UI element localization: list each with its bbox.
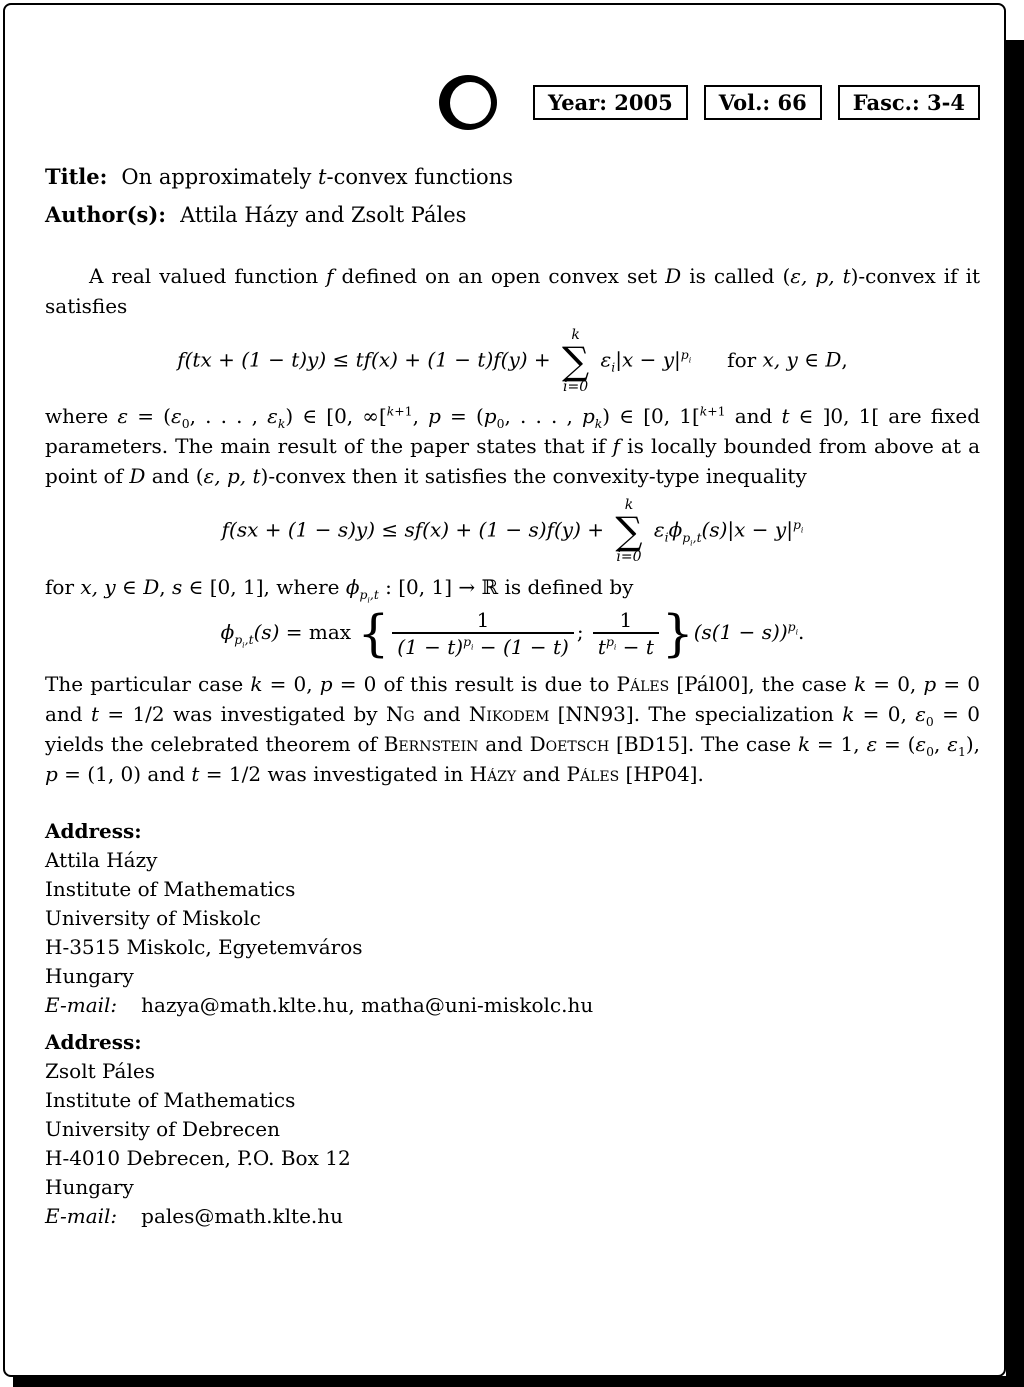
abstract-domain-line: for x, y ∈ D, s ∈ [0, 1], where $\phi_{p_i,t}$ : [0, 1] → ℝ is defined by — [45, 574, 634, 605]
title-text: On approximately t-convex functions — [121, 165, 514, 189]
address-line: H-4010 Debrecen, P.O. Box 12 — [45, 1145, 351, 1170]
title-label: Title: — [45, 164, 108, 189]
email-text: hazya@math.klte.hu, matha@uni-miskolc.hu — [141, 992, 594, 1017]
address-line: Institute of Mathematics — [45, 876, 296, 901]
page-shadow-bottom — [13, 1376, 1024, 1387]
address-line: Institute of Mathematics — [45, 1087, 296, 1112]
address-line: H-3515 Miskolc, Egyetemváros — [45, 934, 363, 959]
header — [45, 75, 980, 130]
address-line: Zsolt Páles — [45, 1058, 155, 1083]
crescent-moon-logo-icon — [439, 75, 497, 130]
email-row — [45, 1202, 980, 1231]
formula-2: f(sx + (1 − s)y) ≤ sf(x) + (1 − s)f(y) + k ∑ i=0 $\varepsilon_i\phi_{p_i,t}(s)|x - y|^{p_i}$ — [221, 497, 804, 566]
abstract-paragraph-1: A real valued function f defined on an open convex set D is called (ε, p, t)-convex if it satisfies — [45, 264, 980, 318]
issue-badges — [533, 85, 980, 120]
authors-text: Attila Házy and Zsolt Páles — [180, 203, 467, 227]
address-block-1 — [45, 817, 980, 1020]
abstract-paragraph-3: The particular case k = 0, p = 0 of this result is due to Páles [Pál00], the case k = 0, p = 0 and t = 1/2 was investigated by Ng and Nikodem [NN93]. The specialization k = 0, $\varepsilon_0 = 0$ yields the celebrated theorem of Bernstein and Doetsch [BD15]. The case k = 1, $\varepsilon = (\varepsilon_0$, $\varepsilon_1$), p = (1, 0) and t = 1/2 was investigated in Házy and Páles [HP04]. — [45, 671, 980, 786]
address-line: Attila Házy — [45, 847, 158, 872]
authors-label: Author(s): — [45, 202, 167, 227]
formula-1: f(tx + (1 − t)y) ≤ tf(x) + (1 − t)f(y) + k ∑ i=0 $\varepsilon_i|x - y|^{p_i}$ for x, y ∈ D, — [177, 327, 848, 396]
page-shadow-right — [1006, 40, 1024, 1380]
fascicle-badge: Fasc.: 3-4 — [838, 85, 980, 120]
author-row — [45, 202, 980, 227]
address-label: Address: — [45, 1029, 142, 1054]
email-row — [45, 991, 980, 1020]
address-block-2 — [45, 1028, 980, 1231]
email-label: E-mail: — [45, 992, 118, 1017]
address-line: Hungary — [45, 1174, 134, 1199]
address-line: University of Debrecen — [45, 1116, 280, 1141]
year-badge: Year: 2005 — [533, 85, 688, 120]
abstract-paragraph-2: where $\varepsilon = (\varepsilon_0$, . . . , $\varepsilon_k$) ∈ [0, ∞[$^{k+1}$, $p = (p_0$, . . . , $p_k$) ∈ [0, 1[$^{k+1}$ and t ∈ ]0, 1[ are fixed parameters. The main result of the paper states that if f is locally bounded from above at a point of D and (ε, p, t)-convex then it satisfies the convexity-type inequality — [45, 403, 981, 489]
email-text: pales@math.klte.hu — [141, 1203, 344, 1228]
abstract-page — [3, 3, 1006, 1377]
address-line: Hungary — [45, 963, 134, 988]
address-line: University of Miskolc — [45, 905, 261, 930]
title-row — [45, 164, 980, 189]
formula-3: $\phi_{p_i,t}(s) = \max$ { $\frac{1}{(1 - t)^{p_i} - (1 - t)}$ ; $\frac{1}{t^{p_i} - t}$ }$(s(1 - s))^{p_i}$. — [220, 604, 805, 663]
volume-badge: Vol.: 66 — [704, 85, 822, 120]
email-label: E-mail: — [45, 1203, 118, 1228]
address-label: Address: — [45, 818, 142, 843]
